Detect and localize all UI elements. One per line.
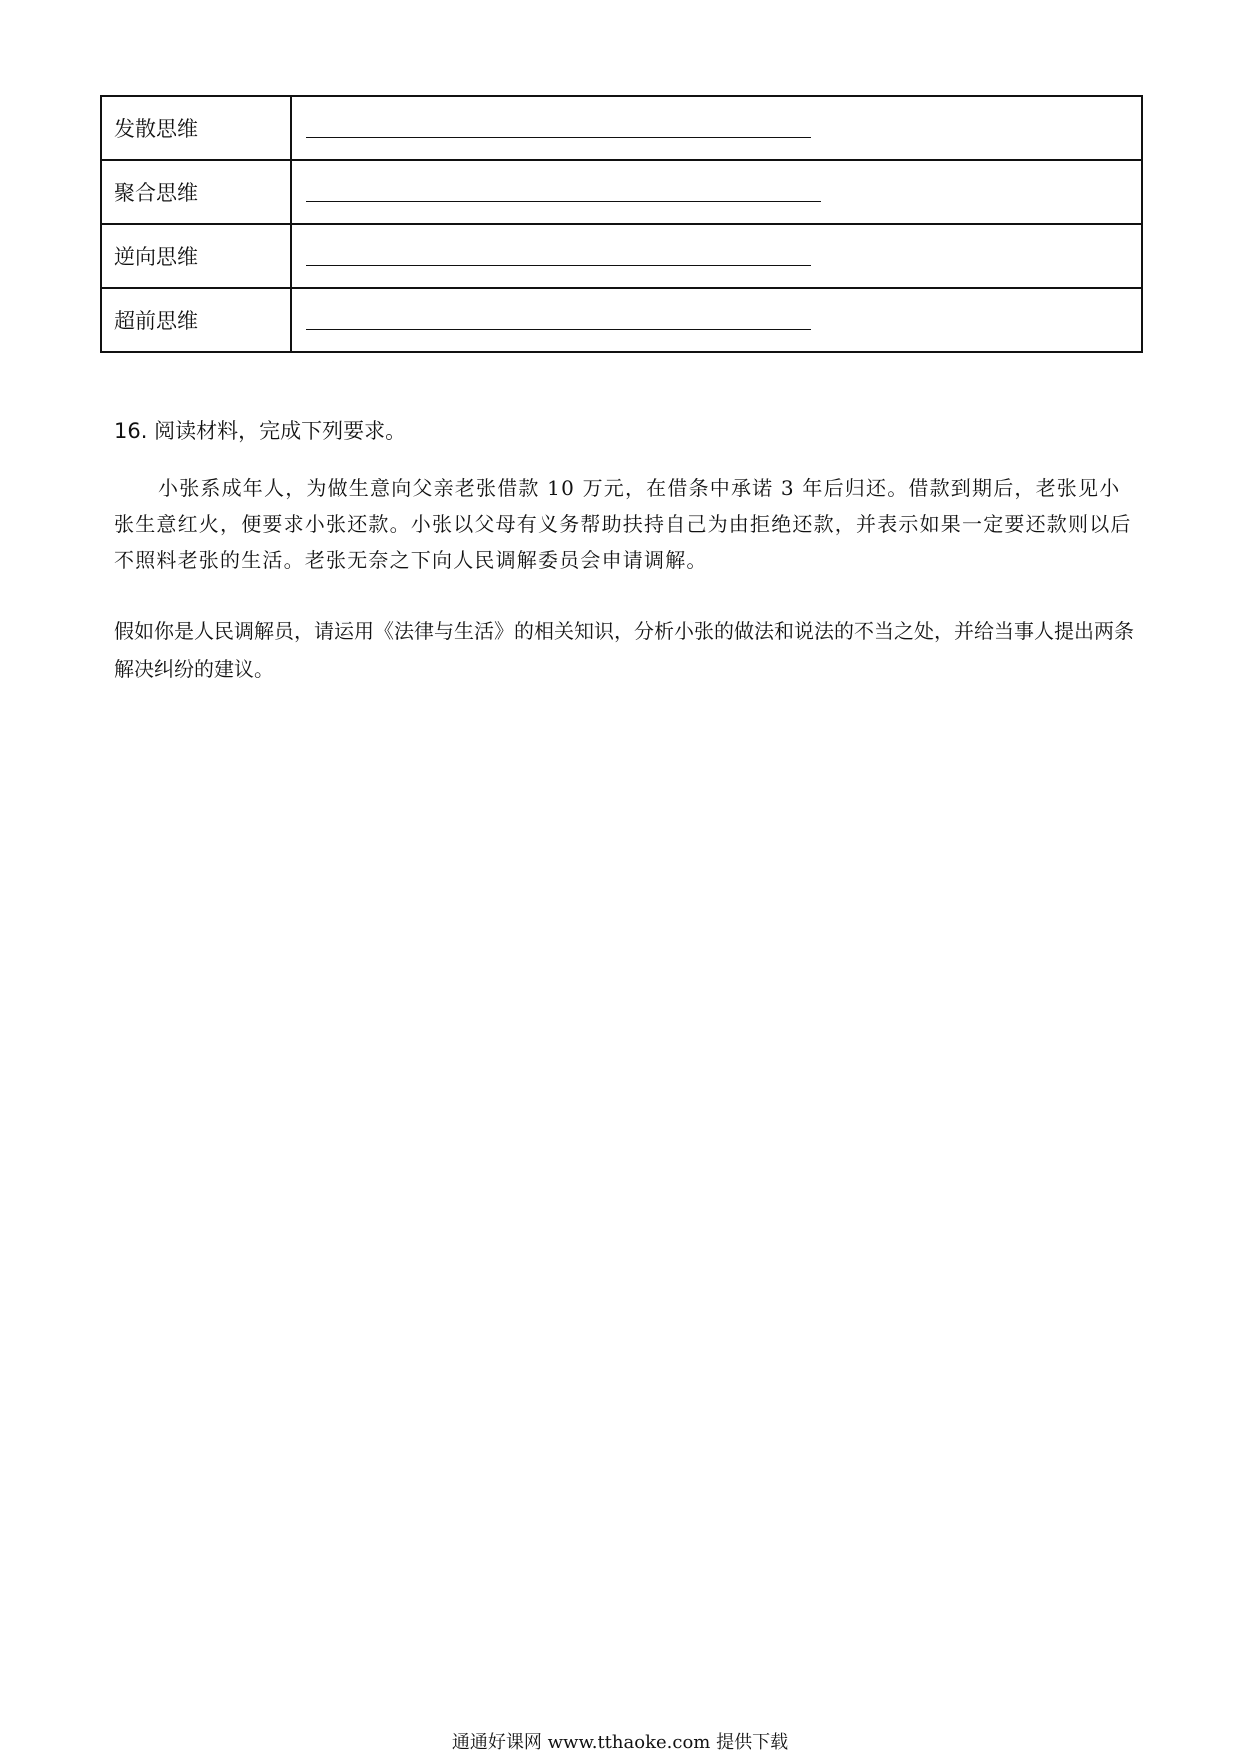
row-label: 聚合思维 xyxy=(101,160,291,224)
table-row xyxy=(101,96,1142,160)
page-footer: 通通好课网 www.tthaoke.com 提供下载 xyxy=(451,1732,789,1753)
answer-cell[interactable] xyxy=(291,160,1142,224)
answer-blank-line xyxy=(306,265,811,266)
question-16 xyxy=(114,418,1134,444)
answer-blank-line xyxy=(306,137,811,138)
table-row xyxy=(101,224,1142,288)
answer-blank-line xyxy=(306,329,811,330)
thinking-types-table xyxy=(100,95,1143,353)
table-row xyxy=(101,160,1142,224)
question-heading: 16. 阅读材料，完成下列要求。 xyxy=(114,419,407,443)
row-label: 发散思维 xyxy=(101,96,291,160)
row-label: 超前思维 xyxy=(101,288,291,352)
material-paragraph: 小张系成年人，为做生意向父亲老张借款 10 万元，在借条中承诺 3 年后归还。借款到期后，老张见小张生意红火，便要求小张还款。小张以父母有义务帮助扶持自己为由拒绝还款，并表示如果一定要还款则以后不照料老张的生活。老张无奈之下向人民调解委员会申请调解。 xyxy=(114,476,1132,572)
answer-cell[interactable] xyxy=(291,288,1142,352)
row-label: 逆向思维 xyxy=(101,224,291,288)
answer-cell[interactable] xyxy=(291,224,1142,288)
task-paragraph: 假如你是人民调解员，请运用《法律与生活》的相关知识，分析小张的做法和说法的不当之处，并给当事人提出两条解决纠纷的建议。 xyxy=(114,619,1134,681)
answer-blank-line xyxy=(306,201,821,202)
answer-cell[interactable] xyxy=(291,96,1142,160)
table-row xyxy=(101,288,1142,352)
